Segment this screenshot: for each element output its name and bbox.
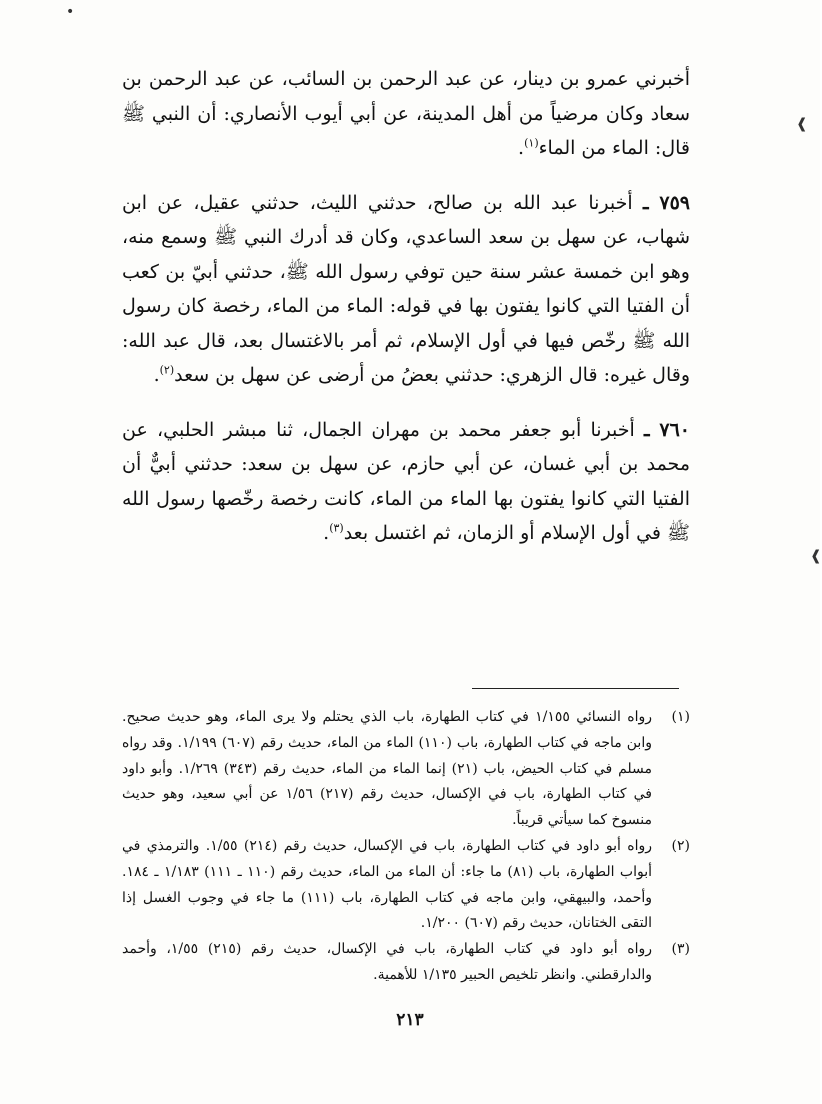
margin-mark: ❰ [810,548,822,564]
margin-mark: • [66,4,75,20]
hadith-text: أخبرنا عبد الله بن صالح، حدثني الليث، حدثني عقيل، عن ابن شهاب، عن سهل بن سعد الساعدي، وكان قد أدرك النبي ﷺ وسمع منه، وهو ابن خمسة عشر سنة حين توفي رسول الله ﷺ، حدثني أبيّ بن كعب أن الفتيا التي كانوا يفتون بها في قوله: الماء من الماء، رخصة كان رسول الله ﷺ رخّص فيها في أول الإسلام، ثم أمر بالاغتسال بعد، قال عبد الله: وقال غيره: قال الزهري: حدثني بعضُ من أرضى عن سهل بن سعد [122,191,690,386]
footnote-divider [472,688,679,689]
footnote-ref[interactable]: (١) [524,136,539,150]
sentence-end: . [518,137,525,159]
main-text [122,62,690,571]
footnote [122,705,690,834]
footnote [122,834,690,937]
hadith-paragraph [122,186,690,393]
footnote-marker: (٣) [671,941,690,958]
footnotes [122,705,690,989]
hadith-number: ٧٦٠ ـ [644,418,690,441]
hadith-number: ٧٥٩ ـ [642,191,691,214]
hadith-text: أخبرني عمرو بن دينار، عن عبد الرحمن بن السائب، عن عبد الرحمن بن سعاد وكان مرضياً من أهل المدينة، عن أبي أيوب الأنصاري: أن النبي ﷺ قال: الماء من الماء [122,68,690,159]
footnote-marker: (١) [671,709,690,725]
footnote-ref[interactable]: (٣) [329,521,344,535]
hadith-paragraph [122,413,690,551]
sentence-end: . [323,522,330,544]
page-number: ٢١٣ [396,1010,424,1030]
sentence-end: . [153,364,160,386]
footnote [122,937,690,989]
footnote-ref[interactable]: (٢) [159,363,175,377]
footnote-text: رواه أبو داود في كتاب الطهارة، باب في الإكسال، حديث رقم (٢١٥) ١/٥٥، وأحمد والدارقطني. وانظر تلخيص الحبير ١/١٣٥ للأهمية. [122,941,652,983]
footnote-text: رواه أبو داود في كتاب الطهارة، باب في الإكسال، حديث رقم (٢١٤) ١/٥٥. والترمذي في أبواب الطهارة، باب (٨١) ما جاء: أن الماء من الماء، حديث رقم (١١٠ ـ ١١١) ١/١٨٣ ـ ١٨٤. وأحمد، والبيهقي، وابن ماجه في كتاب الطهارة، باب (١١١) ما جاء في وجوب الغسل إذا التقى الختانان، حديث رقم (٦٠٧) ١/٢٠٠. [122,837,652,932]
margin-mark: ❰ [796,116,808,132]
hadith-paragraph [122,62,690,166]
hadith-text: أخبرنا أبو جعفر محمد بن مهران الجمال، ثنا مبشر الحلبي، عن محمد بن أبي غسان، عن أبي حازم، عن سهل بن سعد: حدثني أبيٌّ أن الفتيا التي كانوا يفتون بها الماء من الماء، كانت رخصة رخّصها رسول الله ﷺ في أول الإسلام أو الزمان، ثم اغتسل بعد [122,418,690,544]
footnote-marker: (٢) [671,837,690,854]
footnote-text: رواه النسائي ١/١٥٥ في كتاب الطهارة، باب الذي يحتلم ولا يرى الماء، وهو حديث صحيح. وابن ماجه في كتاب الطهارة، باب (١١٠) الماء من الماء، حديث رقم (٦٠٧) ١/١٩٩. وقد رواه مسلم في كتاب الحيض، باب (٢١) إنما الماء من الماء، حديث رقم (٣٤٣) ١/٢٦٩. وأبو داود في كتاب الطهارة، باب في الإكسال، حديث رقم (٢١٧) ١/٥٦ عن أبي سعيد، وهو حديث منسوخ كما سيأتي قريباً. [122,709,653,829]
